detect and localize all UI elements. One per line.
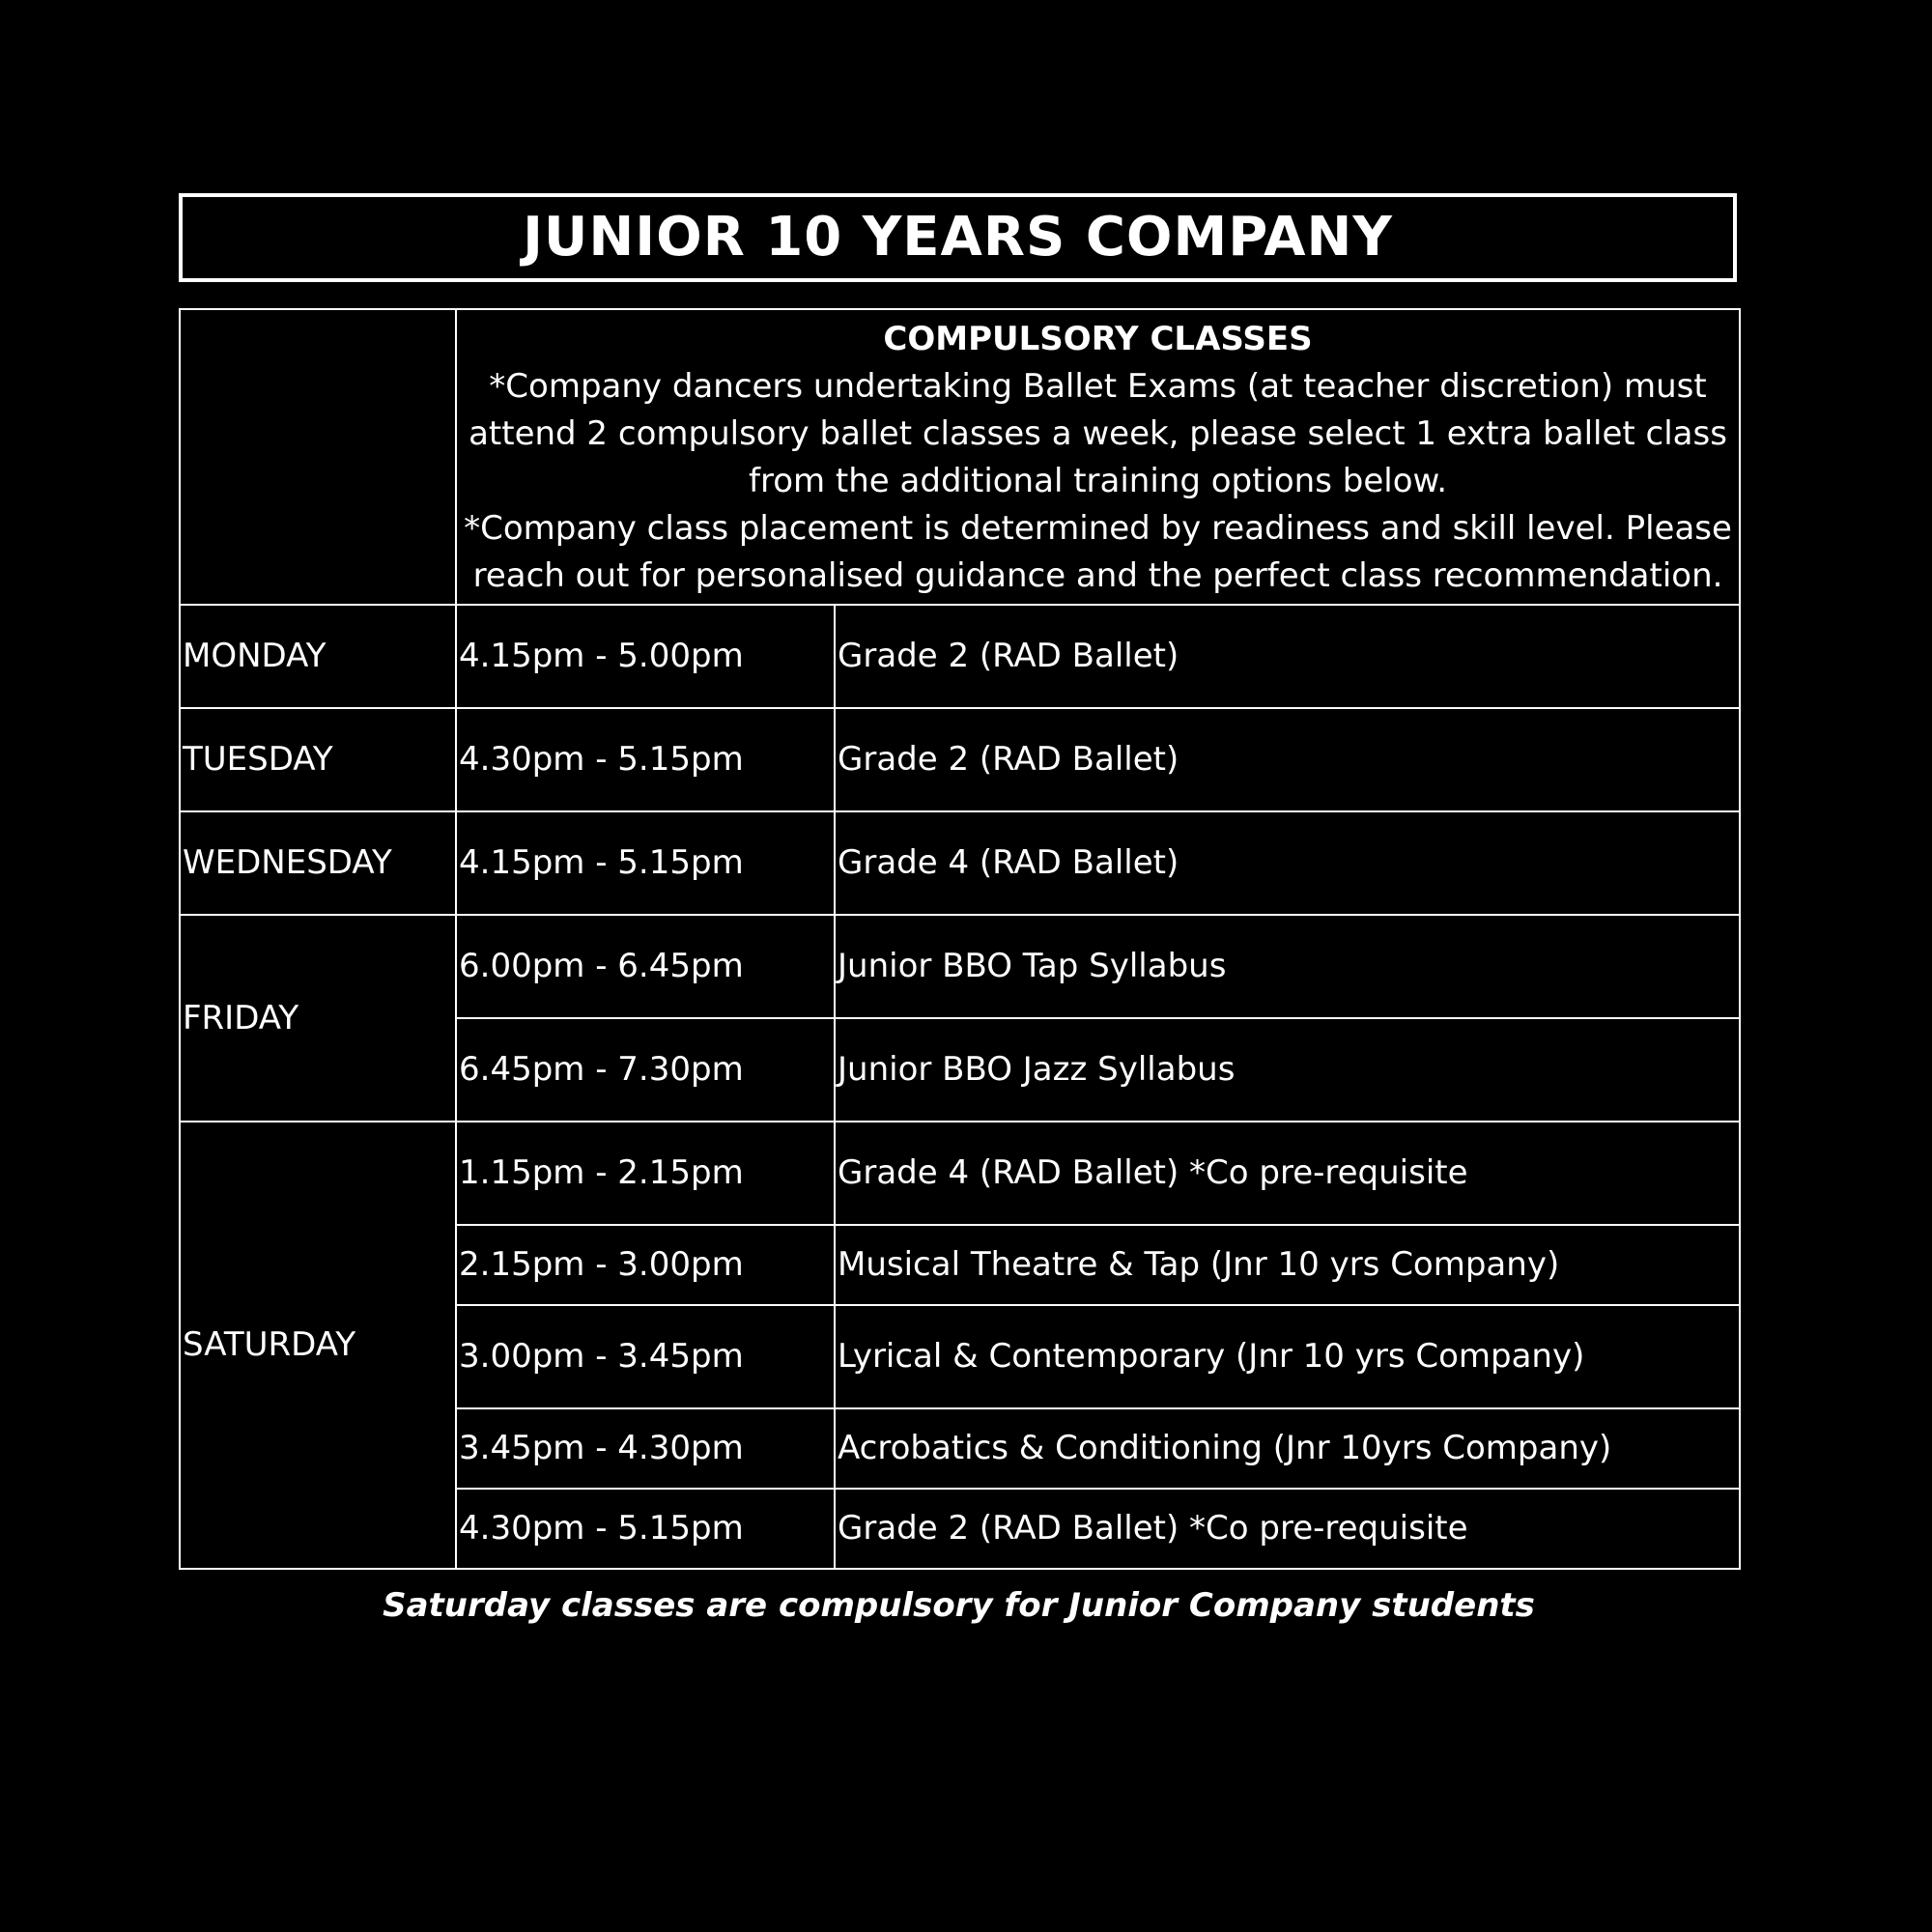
day-cell-monday: MONDAY [180,605,456,708]
class-cell: Lyrical & Contemporary (Jnr 10 yrs Company) [835,1305,1740,1408]
day-cell-tuesday: TUESDAY [180,708,456,811]
compulsory-classes-header [456,309,1740,605]
day-cell-friday: FRIDAY [180,915,456,1122]
ballet-exams-note: *Company dancers undertaking Ballet Exams (at teacher discretion) must attend 2 compulsory ballet classes a week, please select 1 extra ballet class from the additional training options below. [469,367,1727,500]
time-cell: 4.15pm - 5.00pm [456,605,835,708]
schedule-row-saturday-1 [180,1122,1740,1225]
class-cell: Grade 2 (RAD Ballet) [835,605,1740,708]
title-box [179,193,1737,282]
class-placement-note: *Company class placement is determined by readiness and skill level. Please reach out for personalised guidance and the perfect class recommendation. [464,509,1732,595]
day-cell-saturday: SATURDAY [180,1122,456,1569]
class-cell: Grade 2 (RAD Ballet) *Co pre-requisite [835,1489,1740,1569]
schedule-row-friday-1 [180,915,1740,1018]
class-cell: Musical Theatre & Tap (Jnr 10 yrs Company) [835,1225,1740,1305]
time-cell: 6.00pm - 6.45pm [456,915,835,1018]
schedule-row-wednesday [180,811,1740,915]
time-cell: 3.00pm - 3.45pm [456,1305,835,1408]
class-cell: Acrobatics & Conditioning (Jnr 10yrs Company) [835,1408,1740,1489]
time-cell: 1.15pm - 2.15pm [456,1122,835,1225]
time-cell: 4.30pm - 5.15pm [456,708,835,811]
class-cell: Grade 4 (RAD Ballet) *Co pre-requisite [835,1122,1740,1225]
schedule-row-tuesday [180,708,1740,811]
time-cell: 3.45pm - 4.30pm [456,1408,835,1489]
page-title: JUNIOR 10 YEARS COMPANY [523,206,1393,269]
time-cell: 2.15pm - 3.00pm [456,1225,835,1305]
saturday-compulsory-note: Saturday classes are compulsory for Junior Company students [383,1586,1535,1625]
class-cell: Grade 4 (RAD Ballet) [835,811,1740,915]
schedule-row-monday [180,605,1740,708]
header-empty-cell [180,309,456,605]
time-cell: 4.15pm - 5.15pm [456,811,835,915]
header-row [180,309,1740,605]
time-cell: 4.30pm - 5.15pm [456,1489,835,1569]
class-cell: Junior BBO Jazz Syllabus [835,1018,1740,1122]
schedule-table [179,308,1741,1570]
class-cell: Grade 2 (RAD Ballet) [835,708,1740,811]
class-cell: Junior BBO Tap Syllabus [835,915,1740,1018]
compulsory-classes-heading: COMPULSORY CLASSES [883,320,1313,358]
day-cell-wednesday: WEDNESDAY [180,811,456,915]
time-cell: 6.45pm - 7.30pm [456,1018,835,1122]
